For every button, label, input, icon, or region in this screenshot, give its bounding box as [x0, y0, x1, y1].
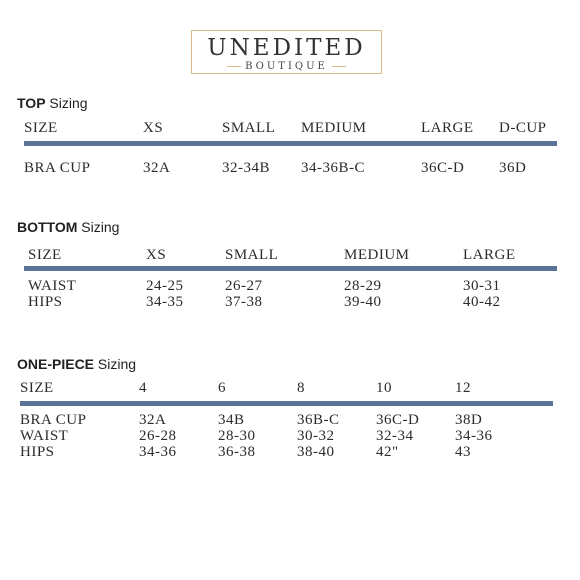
logo-title: UNEDITED	[207, 35, 366, 61]
onepiece-cell: 32A	[139, 412, 167, 428]
bottom-header-xs: XS	[146, 247, 167, 263]
onepiece-cell: 38-40	[297, 444, 335, 460]
onepiece-header-12: 12	[455, 380, 471, 396]
logo-subtitle-text: BOUTIQUE	[245, 61, 328, 72]
top-cell: 32-34B	[222, 160, 270, 176]
bottom-header-large: LARGE	[463, 247, 516, 263]
bottom-cell: 30-31	[463, 278, 501, 294]
top-header-size: SIZE	[24, 120, 58, 136]
bottom-row-label: WAIST	[28, 278, 77, 294]
top-row-label: BRA CUP	[24, 160, 91, 176]
onepiece-header-size: SIZE	[20, 380, 54, 396]
onepiece-cell: 36-38	[218, 444, 256, 460]
bottom-cell: 28-29	[344, 278, 382, 294]
top-header-medium: MEDIUM	[301, 120, 367, 136]
onepiece-title-bold: ONE-PIECE	[17, 356, 95, 372]
onepiece-cell: 43	[455, 444, 471, 460]
top-header-divider	[24, 141, 557, 146]
onepiece-title-rest: Sizing	[94, 356, 137, 372]
top-header-large: LARGE	[421, 120, 474, 136]
onepiece-cell: 38D	[455, 412, 483, 428]
onepiece-row-label: HIPS	[20, 444, 55, 460]
bottom-cell: 34-35	[146, 294, 184, 310]
onepiece-cell: 30-32	[297, 428, 335, 444]
onepiece-row-label: BRA CUP	[20, 412, 87, 428]
top-sizing-title	[17, 95, 88, 111]
onepiece-cell: 28-30	[218, 428, 256, 444]
onepiece-cell: 32-34	[376, 428, 414, 444]
bottom-cell: 37-38	[225, 294, 263, 310]
onepiece-header-8: 8	[297, 380, 305, 396]
onepiece-cell: 34-36	[455, 428, 493, 444]
top-cell: 36C-D	[421, 160, 465, 176]
top-cell: 34-36B-C	[301, 160, 365, 176]
bottom-cell: 26-27	[225, 278, 263, 294]
onepiece-cell: 34-36	[139, 444, 177, 460]
bottom-cell: 39-40	[344, 294, 382, 310]
bottom-header-divider	[24, 266, 557, 271]
onepiece-cell: 36B-C	[297, 412, 340, 428]
bottom-header-size: SIZE	[28, 247, 62, 263]
onepiece-cell: 26-28	[139, 428, 177, 444]
onepiece-header-divider	[20, 401, 553, 406]
onepiece-sizing-title	[17, 356, 136, 372]
bottom-header-medium: MEDIUM	[344, 247, 410, 263]
bottom-sizing-title	[17, 219, 119, 235]
onepiece-cell: 36C-D	[376, 412, 420, 428]
onepiece-header-10: 10	[376, 380, 392, 396]
onepiece-header-6: 6	[218, 380, 226, 396]
top-header-xs: XS	[143, 120, 164, 136]
top-header-small: SMALL	[222, 120, 276, 136]
top-cell: 36D	[499, 160, 527, 176]
boutique-logo	[191, 30, 382, 74]
top-title-bold: TOP	[17, 95, 46, 111]
top-header-dcup: D-CUP	[499, 120, 547, 136]
bottom-title-bold: BOTTOM	[17, 219, 78, 235]
onepiece-row-label: WAIST	[20, 428, 69, 444]
top-cell: 32A	[143, 160, 171, 176]
onepiece-cell: 34B	[218, 412, 245, 428]
bottom-row-label: HIPS	[28, 294, 63, 310]
bottom-cell: 40-42	[463, 294, 501, 310]
top-title-rest: Sizing	[45, 95, 88, 111]
bottom-title-rest: Sizing	[77, 219, 120, 235]
bottom-cell: 24-25	[146, 278, 184, 294]
bottom-header-small: SMALL	[225, 247, 279, 263]
onepiece-cell: 42"	[376, 444, 399, 460]
onepiece-header-4: 4	[139, 380, 147, 396]
logo-subtitle	[192, 61, 381, 72]
